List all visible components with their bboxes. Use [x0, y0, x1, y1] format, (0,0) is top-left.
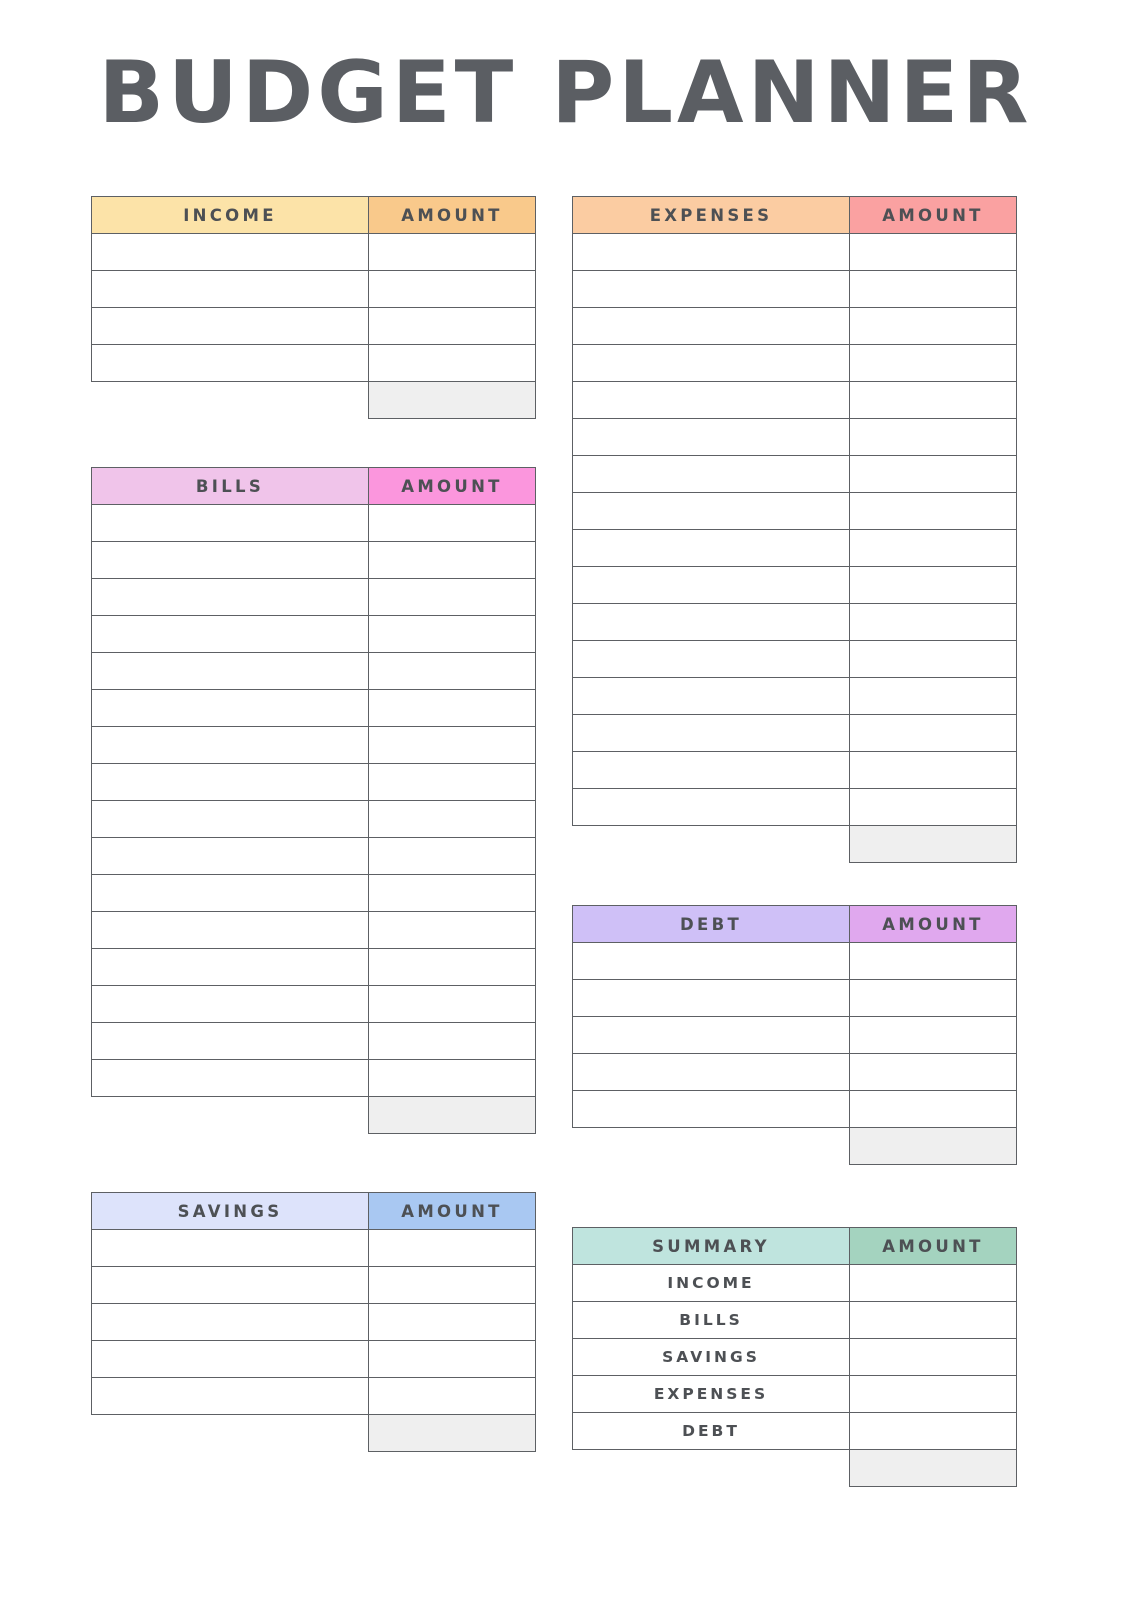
table-row[interactable] — [573, 234, 1017, 271]
savings-amount-cell[interactable] — [369, 1341, 536, 1378]
summary-row-label: DEBT — [573, 1413, 850, 1450]
table-row[interactable] — [573, 789, 1017, 826]
summary-row-label: SAVINGS — [573, 1339, 850, 1376]
income-header-amount: AMOUNT — [369, 197, 536, 234]
bills-label-cell[interactable] — [92, 505, 369, 542]
bills-label-cell[interactable] — [92, 912, 369, 949]
bills-amount-cell[interactable] — [369, 875, 536, 912]
expenses-amount-cell[interactable] — [850, 419, 1017, 456]
bills-label-cell[interactable] — [92, 838, 369, 875]
savings-label-cell[interactable] — [92, 1304, 369, 1341]
expenses-label-cell[interactable] — [573, 493, 850, 530]
savings-total-row — [92, 1415, 536, 1452]
savings-label-cell[interactable] — [92, 1378, 369, 1415]
page-title: BUDGET PLANNER — [98, 43, 1033, 143]
expenses-header-label: EXPENSES — [573, 197, 850, 234]
table-row[interactable] — [92, 1060, 536, 1097]
table-row[interactable] — [92, 542, 536, 579]
table-row[interactable] — [92, 764, 536, 801]
expenses-amount-cell[interactable] — [850, 530, 1017, 567]
spacer — [572, 863, 1016, 905]
expenses-header-row — [573, 197, 1017, 234]
expenses-label-cell[interactable] — [573, 567, 850, 604]
summary-total-row — [573, 1450, 1017, 1487]
table-row[interactable] — [92, 1341, 536, 1378]
savings-header-label: SAVINGS — [92, 1193, 369, 1230]
income-label-cell[interactable] — [92, 234, 369, 271]
expenses-total-row — [573, 826, 1017, 863]
debt-label-cell[interactable] — [573, 943, 850, 980]
table-row[interactable] — [573, 1265, 1017, 1302]
summary-amount-cell[interactable] — [850, 1413, 1017, 1450]
debt-label-cell[interactable] — [573, 980, 850, 1017]
bills-table — [91, 467, 536, 1134]
right-column — [572, 196, 1016, 1487]
table-row[interactable] — [92, 308, 536, 345]
bills-label-cell[interactable] — [92, 875, 369, 912]
income-header-label: INCOME — [92, 197, 369, 234]
expenses-label-cell[interactable] — [573, 271, 850, 308]
bills-amount-cell[interactable] — [369, 838, 536, 875]
summary-amount-cell[interactable] — [850, 1265, 1017, 1302]
expenses-label-cell[interactable] — [573, 678, 850, 715]
expenses-label-cell[interactable] — [573, 308, 850, 345]
table-row[interactable] — [573, 345, 1017, 382]
table-row[interactable] — [573, 1339, 1017, 1376]
summary-header-amount: AMOUNT — [850, 1228, 1017, 1265]
bills-amount-cell[interactable] — [369, 579, 536, 616]
table-row[interactable] — [92, 986, 536, 1023]
spacer-cell — [92, 382, 369, 419]
income-amount-cell[interactable] — [369, 345, 536, 382]
expenses-label-cell[interactable] — [573, 530, 850, 567]
table-row[interactable] — [573, 1413, 1017, 1450]
bills-amount-cell[interactable] — [369, 653, 536, 690]
debt-amount-cell[interactable] — [850, 1017, 1017, 1054]
debt-total-row — [573, 1128, 1017, 1165]
table-row[interactable] — [92, 1023, 536, 1060]
savings-amount-cell[interactable] — [369, 1230, 536, 1267]
summary-header-label: SUMMARY — [573, 1228, 850, 1265]
income-total-cell[interactable] — [369, 382, 536, 419]
left-column — [91, 196, 535, 1452]
table-row[interactable] — [573, 980, 1017, 1017]
spacer — [91, 419, 535, 467]
income-header-row — [92, 197, 536, 234]
bills-amount-cell[interactable] — [369, 616, 536, 653]
bills-table-block — [91, 467, 535, 1134]
bills-label-cell[interactable] — [92, 727, 369, 764]
bills-header-amount: AMOUNT — [369, 468, 536, 505]
spacer-cell — [92, 1097, 369, 1134]
bills-label-cell[interactable] — [92, 986, 369, 1023]
summary-row-label: INCOME — [573, 1265, 850, 1302]
debt-amount-cell[interactable] — [850, 1054, 1017, 1091]
expenses-amount-cell[interactable] — [850, 678, 1017, 715]
expenses-label-cell[interactable] — [573, 604, 850, 641]
bills-amount-cell[interactable] — [369, 1023, 536, 1060]
bills-amount-cell[interactable] — [369, 542, 536, 579]
income-amount-cell[interactable] — [369, 308, 536, 345]
table-row[interactable] — [573, 715, 1017, 752]
income-total-row — [92, 382, 536, 419]
bills-amount-cell[interactable] — [369, 949, 536, 986]
bills-label-cell[interactable] — [92, 542, 369, 579]
expenses-amount-cell[interactable] — [850, 234, 1017, 271]
summary-row-label: BILLS — [573, 1302, 850, 1339]
table-row[interactable] — [573, 604, 1017, 641]
expenses-amount-cell[interactable] — [850, 567, 1017, 604]
income-label-cell[interactable] — [92, 308, 369, 345]
expenses-amount-cell[interactable] — [850, 271, 1017, 308]
expenses-label-cell[interactable] — [573, 234, 850, 271]
table-row[interactable] — [573, 530, 1017, 567]
bills-label-cell[interactable] — [92, 801, 369, 838]
table-row[interactable] — [573, 943, 1017, 980]
summary-header-row — [573, 1228, 1017, 1265]
summary-total-cell[interactable] — [850, 1450, 1017, 1487]
table-row[interactable] — [573, 1302, 1017, 1339]
bills-total-row — [92, 1097, 536, 1134]
bills-amount-cell[interactable] — [369, 912, 536, 949]
expenses-amount-cell[interactable] — [850, 456, 1017, 493]
table-row[interactable] — [92, 345, 536, 382]
expenses-amount-cell[interactable] — [850, 641, 1017, 678]
savings-label-cell[interactable] — [92, 1230, 369, 1267]
bills-label-cell[interactable] — [92, 764, 369, 801]
bills-label-cell[interactable] — [92, 1060, 369, 1097]
summary-amount-cell[interactable] — [850, 1376, 1017, 1413]
expenses-table — [572, 196, 1017, 863]
expenses-amount-cell[interactable] — [850, 715, 1017, 752]
income-label-cell[interactable] — [92, 345, 369, 382]
expenses-amount-cell[interactable] — [850, 789, 1017, 826]
expenses-amount-cell[interactable] — [850, 382, 1017, 419]
debt-total-cell[interactable] — [850, 1128, 1017, 1165]
table-row[interactable] — [92, 271, 536, 308]
table-row[interactable] — [573, 678, 1017, 715]
table-row[interactable] — [92, 1230, 536, 1267]
income-amount-cell[interactable] — [369, 271, 536, 308]
table-row[interactable] — [573, 382, 1017, 419]
bills-amount-cell[interactable] — [369, 690, 536, 727]
savings-label-cell[interactable] — [92, 1267, 369, 1304]
table-row[interactable] — [92, 505, 536, 542]
expenses-label-cell[interactable] — [573, 345, 850, 382]
summary-amount-cell[interactable] — [850, 1302, 1017, 1339]
debt-label-cell[interactable] — [573, 1054, 850, 1091]
bills-amount-cell[interactable] — [369, 1060, 536, 1097]
debt-label-cell[interactable] — [573, 1017, 850, 1054]
savings-amount-cell[interactable] — [369, 1304, 536, 1341]
summary-table-block — [572, 1227, 1016, 1487]
table-row[interactable] — [92, 727, 536, 764]
spacer — [572, 1165, 1016, 1227]
income-amount-cell[interactable] — [369, 234, 536, 271]
expenses-label-cell[interactable] — [573, 752, 850, 789]
bills-label-cell[interactable] — [92, 690, 369, 727]
table-row[interactable] — [573, 1054, 1017, 1091]
bills-label-cell[interactable] — [92, 653, 369, 690]
table-row[interactable] — [573, 641, 1017, 678]
income-table — [91, 196, 536, 419]
table-row[interactable] — [573, 1376, 1017, 1413]
bills-amount-cell[interactable] — [369, 801, 536, 838]
bills-label-cell[interactable] — [92, 579, 369, 616]
bills-header-label: BILLS — [92, 468, 369, 505]
expenses-table-block — [572, 196, 1016, 863]
expenses-amount-cell[interactable] — [850, 493, 1017, 530]
savings-label-cell[interactable] — [92, 1341, 369, 1378]
table-row[interactable] — [573, 752, 1017, 789]
table-row[interactable] — [92, 690, 536, 727]
debt-header-row — [573, 906, 1017, 943]
savings-amount-cell[interactable] — [369, 1267, 536, 1304]
bills-amount-cell[interactable] — [369, 727, 536, 764]
spacer-cell — [92, 1415, 369, 1452]
debt-amount-cell[interactable] — [850, 1091, 1017, 1128]
table-row[interactable] — [573, 567, 1017, 604]
debt-label-cell[interactable] — [573, 1091, 850, 1128]
table-row[interactable] — [92, 875, 536, 912]
expenses-total-cell[interactable] — [850, 826, 1017, 863]
table-row[interactable] — [573, 493, 1017, 530]
table-row[interactable] — [92, 912, 536, 949]
bills-label-cell[interactable] — [92, 616, 369, 653]
income-table-block — [91, 196, 535, 419]
table-row[interactable] — [92, 949, 536, 986]
savings-total-cell[interactable] — [369, 1415, 536, 1452]
table-row[interactable] — [92, 234, 536, 271]
table-row[interactable] — [92, 616, 536, 653]
spacer-cell — [573, 1450, 850, 1487]
bills-amount-cell[interactable] — [369, 505, 536, 542]
summary-row-label: EXPENSES — [573, 1376, 850, 1413]
expenses-amount-cell[interactable] — [850, 752, 1017, 789]
debt-header-amount: AMOUNT — [850, 906, 1017, 943]
expenses-header-amount: AMOUNT — [850, 197, 1017, 234]
table-row[interactable] — [92, 1304, 536, 1341]
table-row[interactable] — [92, 838, 536, 875]
bills-label-cell[interactable] — [92, 949, 369, 986]
table-row[interactable] — [573, 419, 1017, 456]
table-row[interactable] — [573, 1091, 1017, 1128]
summary-table — [572, 1227, 1017, 1487]
expenses-amount-cell[interactable] — [850, 604, 1017, 641]
table-row[interactable] — [92, 801, 536, 838]
debt-table — [572, 905, 1017, 1165]
bills-amount-cell[interactable] — [369, 764, 536, 801]
bills-header-row — [92, 468, 536, 505]
expenses-label-cell[interactable] — [573, 382, 850, 419]
spacer-cell — [573, 826, 850, 863]
debt-amount-cell[interactable] — [850, 943, 1017, 980]
spacer-cell — [573, 1128, 850, 1165]
savings-table-block — [91, 1192, 535, 1452]
table-row[interactable] — [573, 308, 1017, 345]
bills-label-cell[interactable] — [92, 1023, 369, 1060]
expenses-label-cell[interactable] — [573, 789, 850, 826]
bills-amount-cell[interactable] — [369, 986, 536, 1023]
summary-amount-cell[interactable] — [850, 1339, 1017, 1376]
expenses-amount-cell[interactable] — [850, 308, 1017, 345]
savings-header-amount: AMOUNT — [369, 1193, 536, 1230]
table-row[interactable] — [573, 456, 1017, 493]
table-row[interactable] — [92, 579, 536, 616]
spacer — [91, 1134, 535, 1192]
debt-table-block — [572, 905, 1016, 1165]
income-label-cell[interactable] — [92, 271, 369, 308]
table-row[interactable] — [92, 653, 536, 690]
expenses-label-cell[interactable] — [573, 456, 850, 493]
debt-amount-cell[interactable] — [850, 980, 1017, 1017]
table-row[interactable] — [573, 1017, 1017, 1054]
table-row[interactable] — [573, 271, 1017, 308]
savings-table — [91, 1192, 536, 1452]
expenses-label-cell[interactable] — [573, 715, 850, 752]
table-row[interactable] — [92, 1267, 536, 1304]
bills-total-cell[interactable] — [369, 1097, 536, 1134]
savings-header-row — [92, 1193, 536, 1230]
debt-header-label: DEBT — [573, 906, 850, 943]
expenses-label-cell[interactable] — [573, 641, 850, 678]
table-row[interactable] — [92, 1378, 536, 1415]
expenses-label-cell[interactable] — [573, 419, 850, 456]
expenses-amount-cell[interactable] — [850, 345, 1017, 382]
savings-amount-cell[interactable] — [369, 1378, 536, 1415]
